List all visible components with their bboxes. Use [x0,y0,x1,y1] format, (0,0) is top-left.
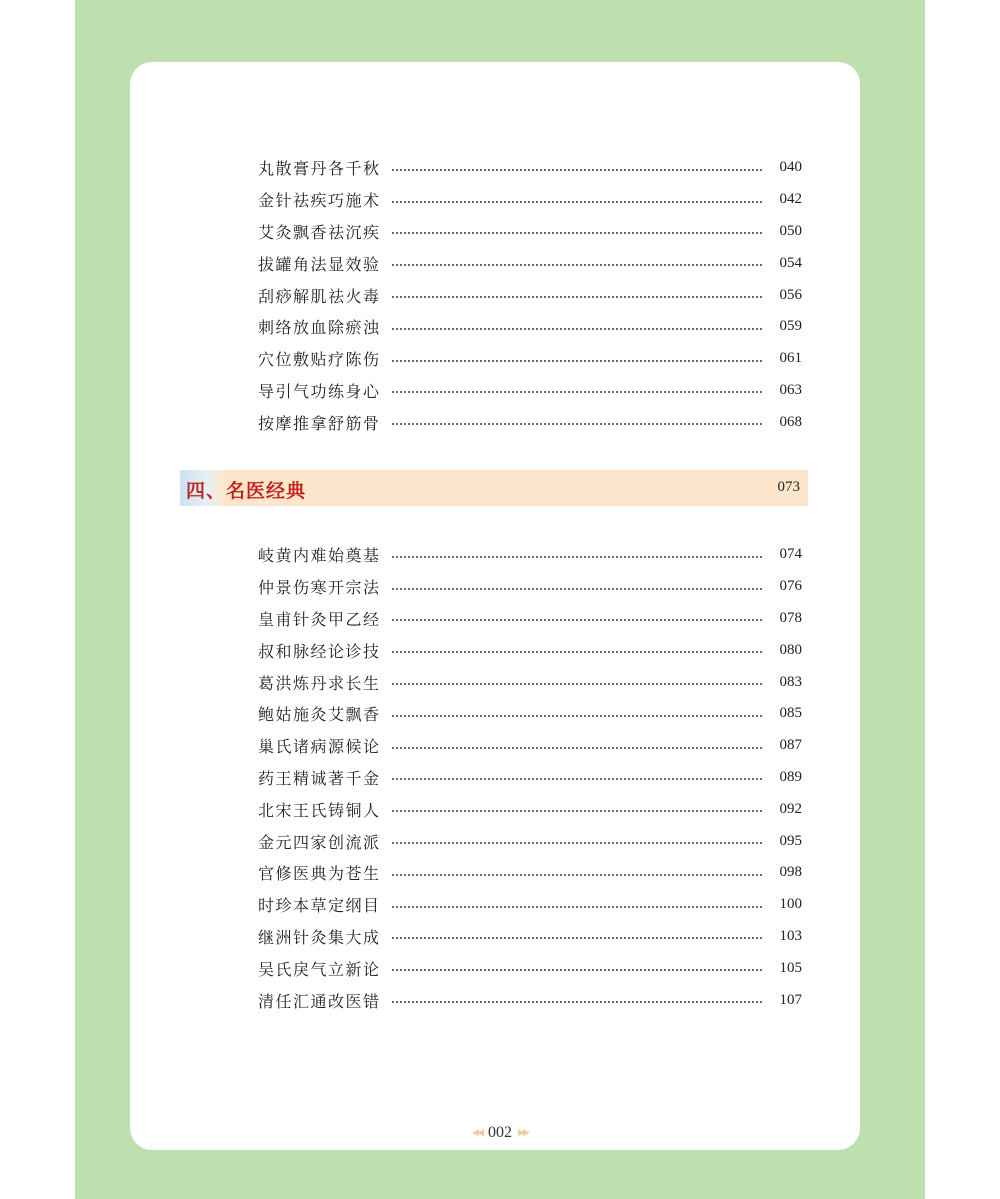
toc-entry-page: 074 [779,546,802,563]
toc-entry[interactable] [258,730,802,762]
leader-dots [391,842,764,844]
leader-dots [391,264,764,266]
leader-dots [391,778,764,780]
toc-entry[interactable] [258,857,802,889]
leader-dots [391,556,764,558]
toc-entry-title: 吴氏戾气立新论 [258,959,381,979]
toc-entry-page: 083 [779,673,802,690]
toc-entry-title: 刺络放血除瘀浊 [258,318,381,338]
toc-entry-page: 078 [779,609,802,626]
toc-entry[interactable] [258,375,802,407]
toc-entry[interactable] [258,889,802,921]
leader-dots [391,906,764,908]
toc-entry-page: 095 [779,832,802,849]
toc-entry-title: 皇甫针灸甲乙经 [258,609,381,629]
toc-entry-title: 北宋王氏铸铜人 [258,800,381,820]
leader-dots [391,747,764,749]
toc-entry-title: 金元四家创流派 [258,832,381,852]
leader-dots [391,328,764,330]
leader-dots [391,169,764,171]
section-header-bar[interactable] [180,470,808,506]
toc-entry-page: 107 [779,991,802,1008]
leader-dots [391,715,764,717]
toc-entry-page: 056 [779,286,802,303]
toc-group-two [258,539,802,1016]
toc-entry-title: 丸散膏丹各千秋 [258,159,381,179]
toc-entry[interactable] [258,406,802,438]
leader-dots [391,423,764,425]
toc-entry[interactable] [258,279,802,311]
leader-dots [391,360,764,362]
toc-entry[interactable] [258,247,802,279]
toc-entry-title: 鲍姑施灸艾飘香 [258,705,381,725]
section-page: 073 [777,479,800,495]
toc-entry-page: 059 [779,318,802,335]
toc-entry[interactable] [258,216,802,248]
leader-dots [391,683,764,685]
toc-entry-title: 药王精诚著千金 [258,768,381,788]
toc-entry-title: 官修医典为苍生 [258,864,381,884]
toc-entry-page: 089 [779,768,802,785]
toc-entry-title: 时珍本草定纲目 [258,896,381,916]
toc-entry[interactable] [258,666,802,698]
leader-dots [391,810,764,812]
toc-group-one [258,152,802,438]
toc-entry-page: 098 [779,864,802,881]
toc-entry[interactable] [258,793,802,825]
toc-entry-page: 063 [779,381,802,398]
leader-dots [391,588,764,590]
toc-entry-title: 岐黄内难始奠基 [258,546,381,566]
toc-entry-title: 导引气功练身心 [258,381,381,401]
toc-entry-title: 叔和脉经论诊技 [258,641,381,661]
toc-entry-title: 拔罐角法显效验 [258,254,381,274]
toc-entry-page: 103 [779,927,802,944]
right-arrow-icon: ▶▶ [518,1128,528,1138]
toc-entry-page: 042 [779,191,802,208]
leader-dots [391,874,764,876]
toc-entry[interactable] [258,603,802,635]
leader-dots [391,619,764,621]
toc-entry[interactable] [258,984,802,1016]
toc-entry-title: 按摩推拿舒筋骨 [258,413,381,433]
toc-entry-page: 061 [779,350,802,367]
toc-entry[interactable] [258,698,802,730]
toc-entry-page: 076 [779,578,802,595]
leader-dots [391,969,764,971]
toc-entry-title: 仲景伤寒开宗法 [258,578,381,598]
toc-entry[interactable] [258,311,802,343]
toc-entry[interactable] [258,634,802,666]
toc-entry-page: 054 [779,254,802,271]
leader-dots [391,937,764,939]
toc-entry-page: 085 [779,705,802,722]
toc-entry-page: 068 [779,413,802,430]
toc-entry-page: 040 [779,159,802,176]
toc-entry-title: 继洲针灸集大成 [258,927,381,947]
leader-dots [391,201,764,203]
toc-entry-title: 清任汇通改医错 [258,991,381,1011]
toc-entry[interactable] [258,152,802,184]
toc-entry[interactable] [258,539,802,571]
toc-entry[interactable] [258,571,802,603]
leader-dots [391,232,764,234]
toc-entry-page: 100 [779,896,802,913]
left-arrow-icon: ◀◀ [472,1128,482,1138]
toc-entry-page: 092 [779,800,802,817]
leader-dots [391,1001,764,1003]
toc-entry-title: 巢氏诸病源候论 [258,737,381,757]
toc-entry-title: 艾灸飘香祛沉疾 [258,222,381,242]
toc-entry-title: 刮痧解肌祛火毒 [258,286,381,306]
toc-entry[interactable] [258,952,802,984]
toc-entry-page: 050 [779,222,802,239]
toc-entry[interactable] [258,825,802,857]
toc-entry[interactable] [258,921,802,953]
leader-dots [391,651,764,653]
toc-entry-page: 105 [779,959,802,976]
toc-entry[interactable] [258,343,802,375]
toc-entry-title: 葛洪炼丹求长生 [258,673,381,693]
toc-entry[interactable] [258,184,802,216]
page-footer [0,1124,1000,1142]
section-title: 四、名医经典 [186,480,307,502]
toc-entry[interactable] [258,762,802,794]
page-number: 002 [488,1124,512,1141]
toc-entry-title: 穴位敷贴疗陈伤 [258,350,381,370]
toc-entry-page: 080 [779,641,802,658]
leader-dots [391,391,764,393]
toc-entry-page: 087 [779,737,802,754]
leader-dots [391,296,764,298]
toc-entry-title: 金针祛疾巧施术 [258,191,381,211]
